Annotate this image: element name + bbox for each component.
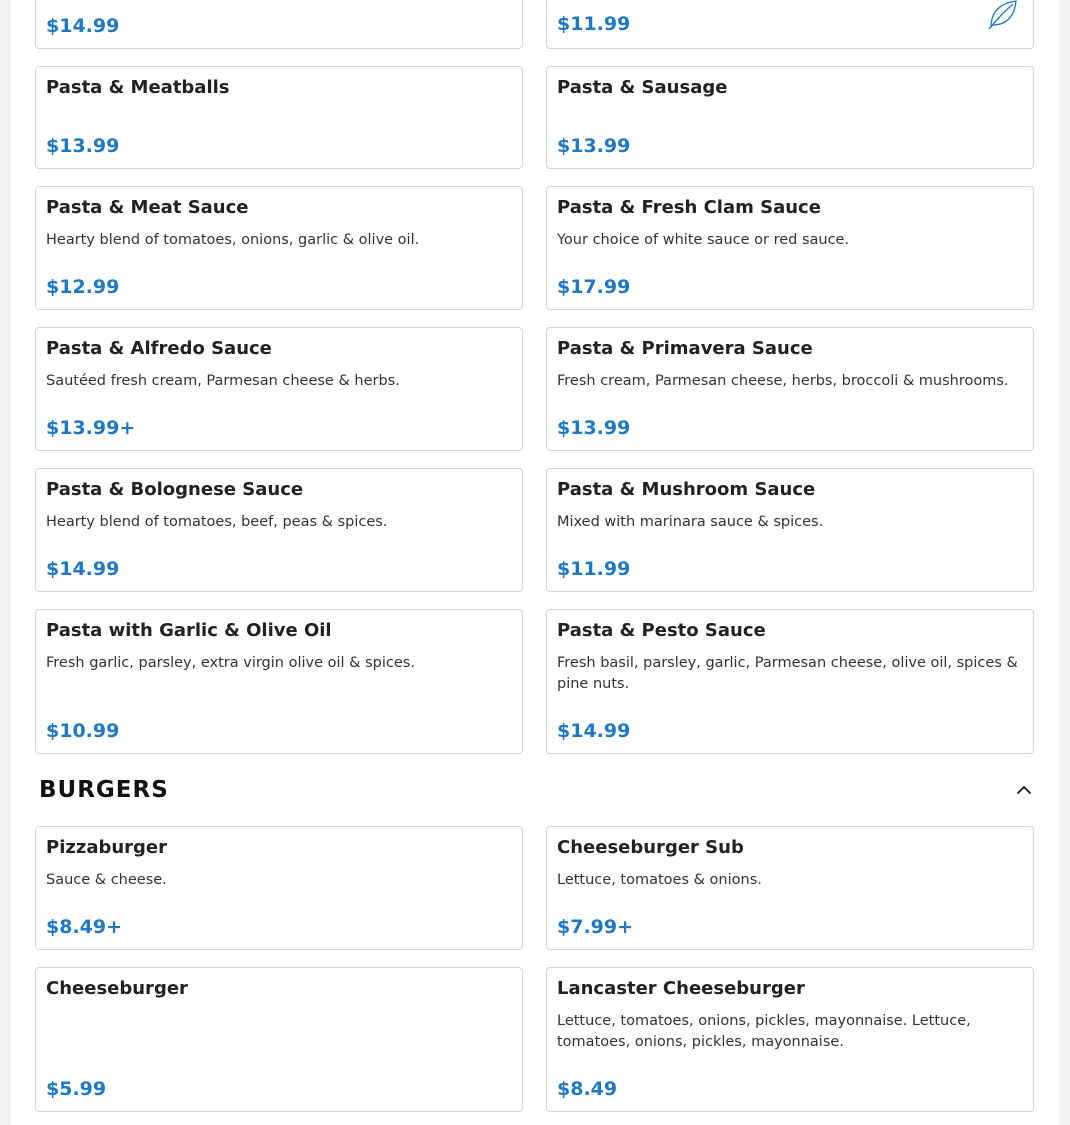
item-name: Lancaster Cheeseburger (557, 978, 805, 999)
item-price: $14.99 (46, 15, 120, 37)
menu-item-card[interactable] (35, 967, 523, 1112)
item-price: $13.99 (557, 135, 631, 157)
menu-item-card[interactable] (546, 468, 1034, 592)
item-description: Hearty blend of tomatoes, beef, peas & spices. (46, 514, 388, 530)
item-name: Cheeseburger Sub (557, 837, 744, 858)
item-description: Your choice of white sauce or red sauce. (557, 232, 850, 248)
item-price: $11.99 (557, 558, 631, 580)
menu-item-card[interactable] (35, 0, 523, 49)
item-description: Fresh basil, parsley, garlic, Parmesan cheese, olive oil, spices & pine nuts. (557, 655, 1018, 692)
top-partial-row (35, 0, 1034, 49)
burgers-items-grid (35, 826, 1034, 1112)
menu-item-card[interactable] (546, 186, 1034, 310)
menu-item-card[interactable] (35, 66, 523, 169)
item-name: Pasta & Mushroom Sauce (557, 479, 816, 500)
item-description: Sautéed fresh cream, Parmesan cheese & herbs. (46, 373, 400, 389)
menu-item-card[interactable] (546, 66, 1034, 169)
item-name: Pasta & Bolognese Sauce (46, 479, 304, 500)
item-name: Pasta & Primavera Sauce (557, 338, 813, 359)
item-name: Pasta & Fresh Clam Sauce (557, 197, 821, 218)
item-name: Pasta & Sausage (557, 77, 728, 98)
menu-item-card[interactable] (546, 967, 1034, 1112)
section-title: BURGERS (39, 777, 169, 803)
menu-item-card[interactable] (35, 327, 523, 451)
pasta-items-grid (35, 66, 1034, 754)
collapse-toggle-button[interactable] (1013, 779, 1035, 801)
item-name: Cheeseburger (46, 978, 188, 999)
item-name: Pasta & Meat Sauce (46, 197, 249, 218)
item-price: $8.49+ (46, 916, 123, 938)
item-price: $17.99 (557, 276, 631, 298)
item-price: $7.99+ (557, 916, 634, 938)
menu-page (11, 0, 1059, 1125)
item-name: Pasta & Alfredo Sauce (46, 338, 272, 359)
item-description: Lettuce, tomatoes, onions, pickles, mayonnaise. Lettuce, tomatoes, onions, pickles, mayonnaise. (557, 1013, 971, 1050)
burgers-section-header[interactable] (39, 772, 1035, 808)
item-name: Pasta with Garlic & Olive Oil (46, 620, 332, 641)
chevron-up-icon (1016, 785, 1032, 795)
item-description: Fresh cream, Parmesan cheese, herbs, broccoli & mushrooms. (557, 373, 1009, 389)
menu-item-card[interactable] (546, 0, 1034, 49)
menu-item-card[interactable] (546, 609, 1034, 754)
menu-item-card[interactable] (35, 609, 523, 754)
item-description: Hearty blend of tomatoes, onions, garlic & olive oil. (46, 232, 420, 248)
item-price: $14.99 (46, 558, 120, 580)
menu-item-card[interactable] (35, 826, 523, 950)
menu-item-card[interactable] (546, 327, 1034, 451)
item-price: $5.99 (46, 1078, 107, 1100)
item-name: Pizzaburger (46, 837, 168, 858)
item-price: $12.99 (46, 276, 120, 298)
item-price: $13.99+ (46, 417, 136, 439)
item-description: Fresh garlic, parsley, extra virgin olive oil & spices. (46, 655, 415, 671)
menu-item-card[interactable] (546, 826, 1034, 950)
menu-item-card[interactable] (35, 468, 523, 592)
item-price: $14.99 (557, 720, 631, 742)
item-description: Lettuce, tomatoes & onions. (557, 872, 762, 888)
item-price: $13.99 (46, 135, 120, 157)
item-price: $11.99 (557, 13, 631, 35)
item-price: $13.99 (557, 417, 631, 439)
item-price: $8.49 (557, 1078, 618, 1100)
item-name: Pasta & Meatballs (46, 77, 230, 98)
item-price: $10.99 (46, 720, 120, 742)
item-description: Mixed with marinara sauce & spices. (557, 514, 824, 530)
menu-item-card[interactable] (35, 186, 523, 310)
leaf-icon (985, 0, 1019, 31)
item-description: Sauce & cheese. (46, 872, 167, 888)
item-name: Pasta & Pesto Sauce (557, 620, 766, 641)
